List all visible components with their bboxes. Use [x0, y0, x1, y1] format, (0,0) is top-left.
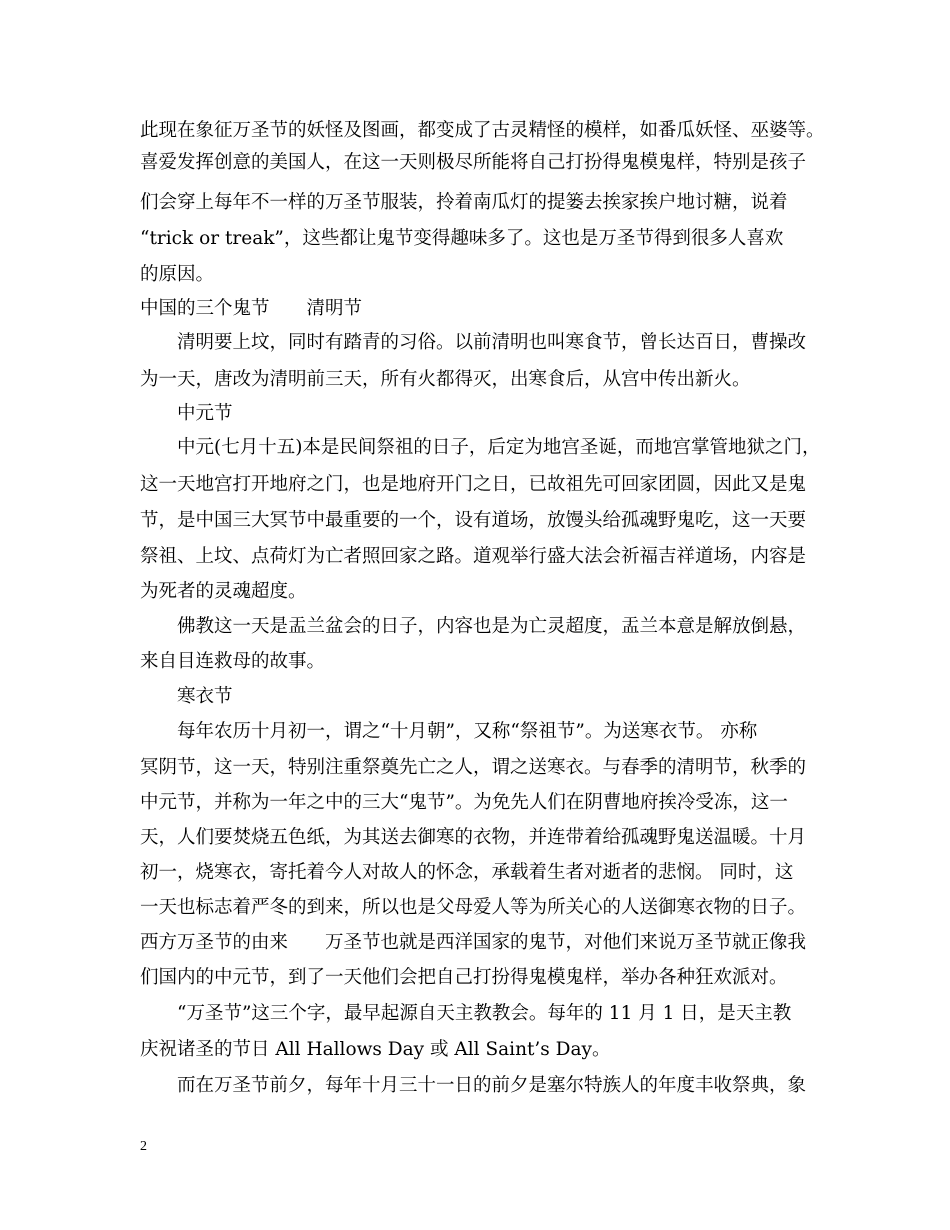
text-line: 为一天，唐改为清明前三天，所有火都得灭，出寒食后，从宫中传出新火。 [140, 369, 751, 390]
text-line: 每年农历十月初一，谓之“十月朝”，又称“祭祖节”。为送寒衣节。 亦称 [177, 721, 758, 742]
text-line: 喜爱发挥创意的美国人，在这一天则极尽所能将自己打扮得鬼模鬼样，特别是孩子 [140, 152, 807, 173]
text-line: 佛教这一天是盂兰盆会的日子，内容也是为亡灵超度，盂兰本意是解放倒悬， [177, 616, 807, 637]
text-line: 冥阴节，这一天，特别注重祭奠先亡之人，谓之送寒衣。与春季的清明节，秋季的 [140, 757, 807, 778]
text-line: 们会穿上每年不一样的万圣节服装，拎着南瓜灯的提篓去挨家挨户地讨糖，说着 [140, 192, 788, 213]
text-line: 中元节，并称为一年之中的三大“鬼节”。为免先人们在阴曹地府挨冷受冻，这一 [140, 792, 788, 813]
text-line: 初一，烧寒衣，寄托着今人对故人的怀念，承载着生者对逝者的悲悯。 同时，这 [140, 862, 794, 883]
text-line: 这一天地宫打开地府之门，也是地府开门之日，已故祖先可回家团圆，因此又是鬼 [140, 474, 807, 495]
text-line: 西方万圣节的由来 万圣节也就是西洋国家的鬼节，对他们来说万圣节就正像我 [140, 932, 807, 953]
section-heading: 寒衣节 [177, 686, 233, 707]
section-heading: 中元节 [177, 403, 233, 424]
text-line: 的原因。 [140, 264, 215, 285]
text-line: 来自目连救母的故事。 [140, 651, 326, 672]
text-line: 为死者的灵魂超度。 [140, 581, 307, 602]
text-line: 庆祝诸圣的节日 All Hallows Day 或 All Saint’s Day。 [140, 1039, 611, 1060]
page-number: 2 [140, 1139, 147, 1154]
text-line: “万圣节”这三个字，最早起源自天主教教会。每年的 11 月 1 日，是天主教 [177, 1003, 792, 1024]
text-line: 节，是中国三大冥节中最重要的一个，设有道场，放馒头给孤魂野鬼吃，这一天要 [140, 510, 807, 531]
text-line: 们国内的中元节，到了一天他们会把自己打扮得鬼模鬼样，举办各种狂欢派对。 [140, 967, 788, 988]
text-line: 一天也标志着严冬的到来，所以也是父母爱人等为所关心的人送御寒衣物的日子。 [140, 897, 807, 918]
text-line: 中元(七月十五)本是民间祭祖的日子，后定为地宫圣诞，而地宫掌管地狱之门， [177, 437, 821, 458]
section-heading: 中国的三个鬼节 清明节 [140, 298, 363, 319]
text-line: “trick or treak”，这些都让鬼节变得趣味多了。这也是万圣节得到很多人喜欢 [140, 228, 784, 249]
text-line: 而在万圣节前夕，每年十月三十一日的前夕是塞尔特族人的年度丰收祭典，象 [177, 1075, 807, 1096]
text-line: 祭祖、上坟、点荷灯为亡者照回家之路。道观举行盛大法会祈福吉祥道场，内容是 [140, 546, 807, 567]
text-line: 此现在象征万圣节的妖怪及图画，都变成了古灵精怪的模样，如番瓜妖怪、巫婆等。 [140, 120, 825, 141]
text-line: 清明要上坟，同时有踏青的习俗。以前清明也叫寒食节，曾长达百日，曹操改 [177, 332, 807, 353]
text-line: 天，人们要焚烧五色纸，为其送去御寒的衣物，并连带着给孤魂野鬼送温暖。十月 [140, 827, 807, 848]
